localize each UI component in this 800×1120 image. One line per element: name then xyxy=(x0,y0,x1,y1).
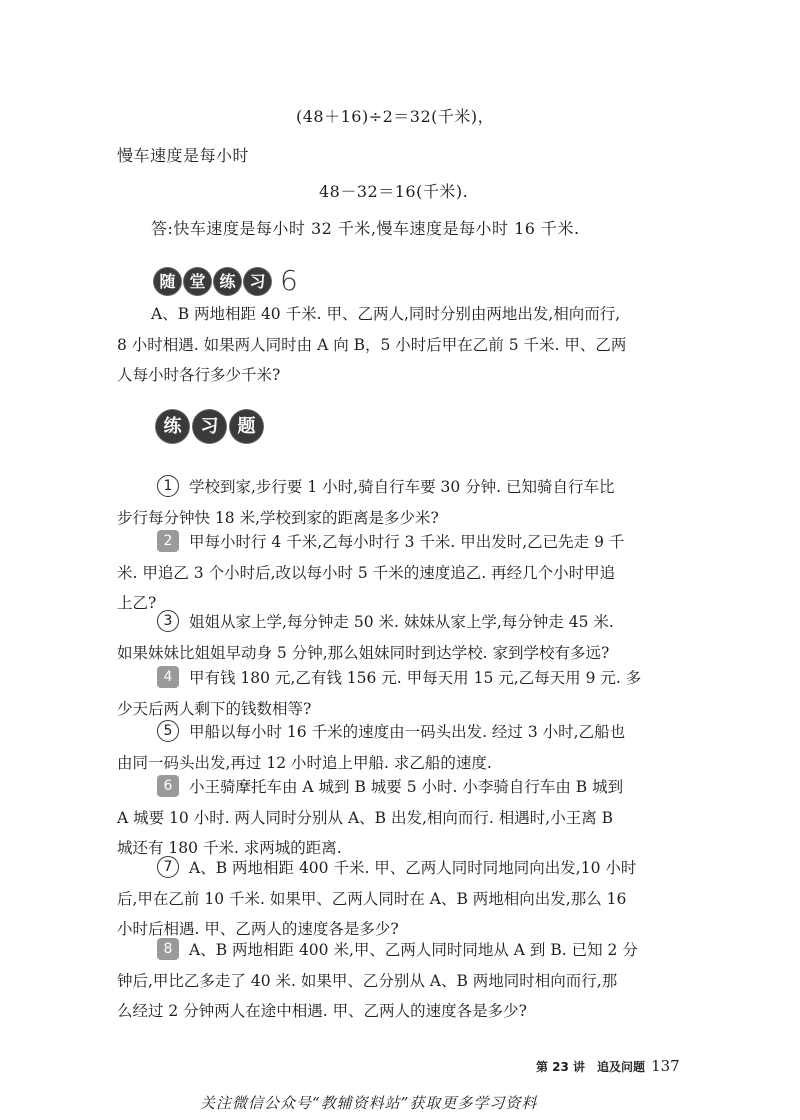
page-footer xyxy=(536,1056,680,1075)
exercise-5 xyxy=(117,717,689,778)
watermark: 关注微信公众号“教辅资料站”获取更多学习资料 xyxy=(200,1094,538,1112)
text-line: 如果妹妹比姐姐早动身 5 分钟,那么姐妹同时到达学校. 家到学校有多远? xyxy=(117,643,610,662)
text-line: 学校到家,步行要 1 小时,骑自行车要 30 分钟. 已知骑自行车比 xyxy=(189,478,615,496)
heading-badge: 堂 xyxy=(184,268,211,295)
exercise-8 xyxy=(117,935,689,1027)
exercise-7 xyxy=(117,853,689,945)
heading-badge: 练 xyxy=(214,268,241,295)
exercise-number: 8 xyxy=(157,938,179,960)
text-line: 钟后,甲比乙多走了 40 米. 如果甲、乙分别从 A、B 两地同时相向而行,那 xyxy=(117,971,618,990)
practice-number: 6 xyxy=(280,264,298,297)
page-number: 137 xyxy=(651,1057,680,1075)
exercise-1 xyxy=(117,472,689,533)
heading-badge: 习 xyxy=(193,410,226,443)
text-line: 人每小时各行多少千米? xyxy=(117,366,281,384)
text-line: A、B 两地相距 400 米,甲、乙两人同时同地从 A 到 B. 已知 2 分 xyxy=(189,941,638,959)
exercise-number: 6 xyxy=(157,775,179,797)
heading-badge: 习 xyxy=(244,268,271,295)
text-line: 姐姐从家上学,每分钟走 50 米. 妹妹从家上学,每分钟走 45 米. xyxy=(189,613,614,631)
text-line: 8 小时相遇. 如果两人同时由 A 向 B，5 小时后甲在乙前 5 千米. 甲、乙两 xyxy=(117,335,627,354)
text-line: 小时后相遇. 甲、乙两人的速度各是多少? xyxy=(117,920,399,938)
practice-heading xyxy=(154,264,298,297)
heading-badge: 随 xyxy=(154,268,181,295)
exercise-number: 3 xyxy=(157,610,179,632)
exercise-number: 1 xyxy=(157,475,179,497)
equation-1: (48＋16)÷2＝32(千米)， xyxy=(296,107,495,126)
text-line: 后,甲在乙前 10 千米. 如果甲、乙两人同时在 A、B 两地相向出发,那么 16 xyxy=(117,889,627,908)
exercise-number: 7 xyxy=(157,856,179,878)
text-line: 甲有钱 180 元,乙有钱 156 元. 甲每天用 15 元,乙每天用 9 元. 多 xyxy=(189,669,642,687)
text-line: 么经过 2 分钟两人在途中相遇. 甲、乙两人的速度各是多少? xyxy=(117,1002,527,1020)
practice-problem xyxy=(117,299,689,391)
answer-line: 答:快车速度是每小时 32 千米,慢车速度是每小时 16 千米. xyxy=(151,219,580,238)
text-line: 少天后两人剩下的钱数相等? xyxy=(117,699,312,718)
exercise-number: 2 xyxy=(157,530,179,552)
exercise-6 xyxy=(117,772,689,864)
heading-badge: 练 xyxy=(156,410,189,443)
exercises-heading xyxy=(156,410,267,443)
heading-badge: 题 xyxy=(230,410,263,443)
exercise-4 xyxy=(117,663,689,724)
text-line: 米. 甲追乙 3 个小时后,改以每小时 5 千米的速度追乙. 再经几个小时甲追 xyxy=(117,563,616,582)
text-line: A、B 两地相距 400 千米. 甲、乙两人同时同地同向出发,10 小时 xyxy=(189,859,637,877)
solution-text: 慢车速度是每小时 xyxy=(117,146,250,165)
text-line: A 城要 10 小时. 两人同时分别从 A、B 出发,相向而行. 相遇时,小王离 B xyxy=(117,808,614,827)
chapter-label: 第 23 讲 追及问题 xyxy=(536,1060,646,1074)
text-line: 小王骑摩托车由 A 城到 B 城要 5 小时. 小李骑自行车由 B 城到 xyxy=(189,778,624,796)
equation-2: 48－32＝16(千米). xyxy=(319,182,469,201)
text-line: 由同一码头出发,再过 12 小时追上甲船. 求乙船的速度. xyxy=(117,753,492,772)
exercise-2 xyxy=(117,527,689,619)
text-line: 甲每小时行 4 千米,乙每小时行 3 千米. 甲出发时,乙已先走 9 千 xyxy=(189,533,625,551)
text-line: 步行每分钟快 18 米,学校到家的距离是多少米? xyxy=(117,508,439,527)
text-line: 甲船以每小时 16 千米的速度由一码头出发. 经过 3 小时,乙船也 xyxy=(189,723,626,741)
exercise-number: 4 xyxy=(157,666,179,688)
exercise-3 xyxy=(117,607,689,668)
text-line: 上乙? xyxy=(117,594,157,612)
text-line: A、B 两地相距 40 千米. 甲、乙两人,同时分别由两地出发,相向而行, xyxy=(151,305,621,323)
exercise-number: 5 xyxy=(157,720,179,742)
text-line: 城还有 180 千米. 求两城的距离. xyxy=(117,839,342,857)
